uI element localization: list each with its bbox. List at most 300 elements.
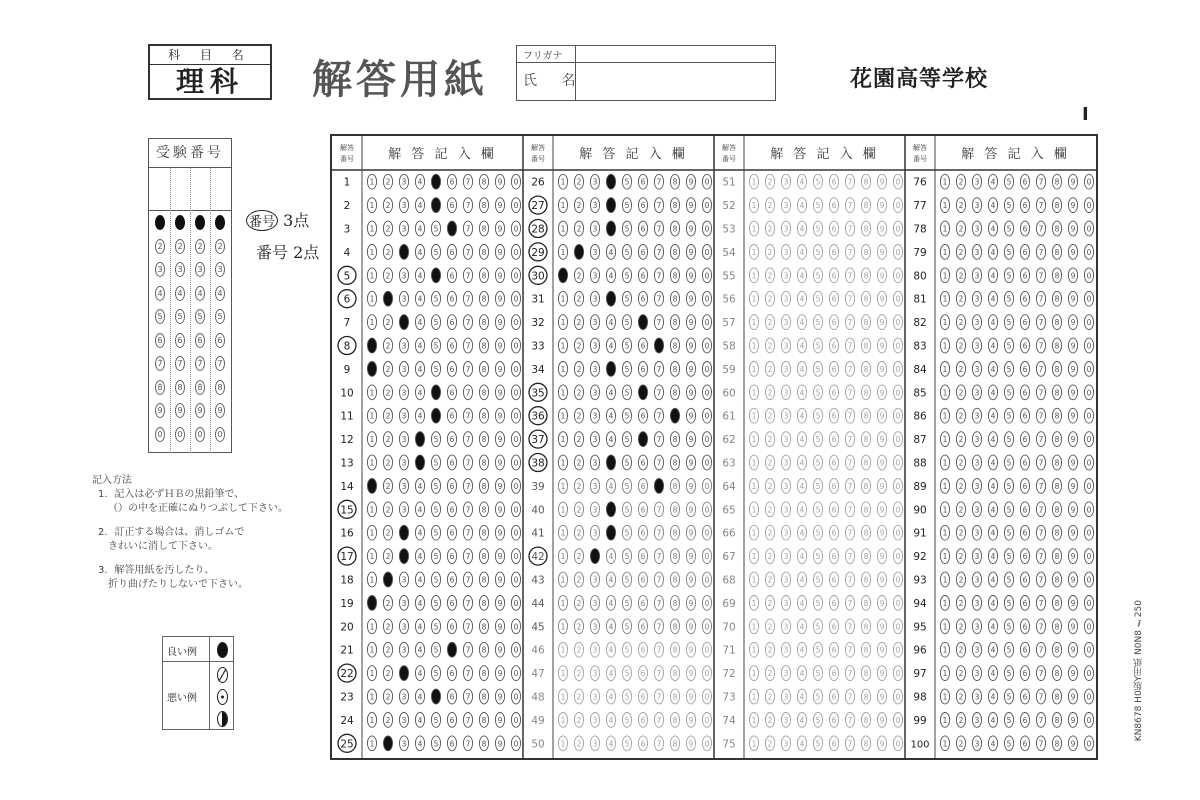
- answer-bubble-digit: 8: [1054, 271, 1060, 281]
- exam-digit-bubble[interactable]: 0: [155, 427, 165, 442]
- answer-bubble-digit: 5: [433, 528, 439, 538]
- answer-bubble[interactable]: [590, 549, 599, 564]
- answer-bubble-digit: 9: [879, 247, 885, 257]
- answer-bubble-digit: 2: [385, 669, 391, 679]
- answer-bubble-digit: 0: [895, 505, 901, 515]
- answer-bubble-digit: 4: [417, 715, 423, 725]
- answer-bubble-digit: 3: [974, 669, 980, 679]
- answer-bubble[interactable]: [638, 432, 647, 447]
- question-number: 8: [343, 340, 351, 353]
- answer-bubble-digit: 9: [688, 739, 694, 749]
- answer-bubble-digit: 2: [385, 364, 391, 374]
- answer-bubble-digit: 4: [799, 715, 805, 725]
- answer-bubble-digit: 0: [1086, 364, 1092, 374]
- answer-bubble-digit: 1: [751, 645, 757, 655]
- answer-bubble-digit: 2: [576, 622, 582, 632]
- answer-bubble-digit: 6: [1022, 224, 1028, 234]
- answer-bubble-digit: 0: [513, 739, 519, 749]
- answer-bubble-digit: 7: [465, 271, 471, 281]
- answer-bubble-digit: 3: [592, 481, 598, 491]
- subject-value: 理科: [175, 65, 244, 98]
- question-number: 23: [340, 691, 354, 704]
- answer-bubble[interactable]: [638, 315, 647, 330]
- answer-bubble-digit: 2: [576, 177, 582, 187]
- answer-bubble[interactable]: [606, 502, 615, 517]
- answer-bubble-digit: 1: [751, 318, 757, 328]
- answer-bubble-digit: 7: [1038, 294, 1044, 304]
- answer-bubble-digit: 2: [958, 481, 964, 491]
- answer-bubble-digit: 6: [831, 598, 837, 608]
- answer-bubble[interactable]: [606, 221, 615, 236]
- answer-bubble[interactable]: [431, 174, 440, 189]
- answer-bubble-digit: 9: [497, 622, 503, 632]
- answer-bubble-digit: 5: [1006, 552, 1012, 562]
- answer-bubble[interactable]: [399, 315, 408, 330]
- answer-bubble-digit: 7: [1038, 622, 1044, 632]
- exam-digit-bubble[interactable]: 7: [175, 356, 185, 371]
- answer-bubble-digit: 3: [783, 435, 789, 445]
- answer-bubble-digit: 4: [990, 201, 996, 211]
- answer-bubble-digit: 2: [385, 341, 391, 351]
- answer-bubble-digit: 2: [576, 481, 582, 491]
- answer-bubble-digit: 7: [1038, 201, 1044, 211]
- answer-bubble-digit: 9: [497, 505, 503, 515]
- answer-bubble-digit: 3: [783, 411, 789, 421]
- exam-digit-bubble[interactable]: 8: [215, 380, 225, 395]
- answer-bubble-digit: 1: [751, 177, 757, 187]
- answer-bubble[interactable]: [606, 291, 615, 306]
- answer-bubble-digit: 6: [831, 739, 837, 749]
- question-number: 96: [913, 644, 927, 657]
- answer-bubble[interactable]: [447, 642, 456, 657]
- exam-digit-bubble[interactable]: 1: [195, 215, 205, 230]
- question-number: 70: [722, 621, 736, 634]
- answer-bubble-digit: 0: [895, 575, 901, 585]
- answer-bubble-digit: 6: [1022, 458, 1028, 468]
- exam-digit-bubble[interactable]: 2: [155, 239, 165, 254]
- answer-bubble-digit: 1: [942, 271, 948, 281]
- answer-bubble-digit: 8: [863, 715, 869, 725]
- answer-bubble-digit: 7: [656, 575, 662, 585]
- exam-digit-bubble[interactable]: 4: [215, 286, 225, 301]
- answer-bubble-digit: 8: [481, 552, 487, 562]
- exam-digit-bubble[interactable]: 5: [195, 309, 205, 324]
- question-number: 58: [722, 340, 736, 353]
- answer-bubble[interactable]: [399, 245, 408, 260]
- answer-bubble-digit: 9: [497, 528, 503, 538]
- answer-bubble-digit: 9: [879, 692, 885, 702]
- exam-digit-bubble[interactable]: 7: [215, 356, 225, 371]
- answer-bubble-digit: 3: [401, 341, 407, 351]
- answer-bubble-digit: 5: [624, 364, 630, 374]
- exam-column-divider: [190, 168, 192, 453]
- answer-bubble-digit: 1: [369, 435, 375, 445]
- exam-digit-bubble[interactable]: 8: [155, 380, 165, 395]
- answer-bubble-digit: 4: [990, 458, 996, 468]
- answer-bubble[interactable]: [431, 268, 440, 283]
- answer-bubble-digit: 1: [942, 458, 948, 468]
- exam-digit-bubble[interactable]: 5: [175, 309, 185, 324]
- answer-bubble-digit: 5: [624, 552, 630, 562]
- answer-bubble-digit: 1: [942, 669, 948, 679]
- answer-bubble-digit: 4: [799, 739, 805, 749]
- answer-bubble-digit: 5: [1006, 622, 1012, 632]
- answer-bubble[interactable]: [367, 338, 376, 353]
- question-number: 35: [531, 387, 545, 400]
- answer-bubble[interactable]: [654, 479, 663, 494]
- answer-bubble-digit: 0: [1086, 598, 1092, 608]
- answer-bubble-digit: 0: [704, 669, 710, 679]
- answer-bubble-digit: 3: [783, 388, 789, 398]
- answer-bubble-digit: 0: [1086, 669, 1092, 679]
- answer-bubble[interactable]: [606, 174, 615, 189]
- answer-bubble-digit: 4: [799, 552, 805, 562]
- answer-bubble-digit: 4: [608, 247, 614, 257]
- answer-bubble-digit: 3: [592, 247, 598, 257]
- answer-bubble[interactable]: [606, 455, 615, 470]
- answer-bubble[interactable]: [415, 455, 424, 470]
- answer-bubble-digit: 0: [895, 458, 901, 468]
- answer-bubble-digit: 8: [481, 271, 487, 281]
- answer-bubble-digit: 8: [863, 575, 869, 585]
- exam-digit-bubble[interactable]: 4: [175, 286, 185, 301]
- answer-bubble-digit: 1: [751, 341, 757, 351]
- answer-bubble-digit: 0: [895, 294, 901, 304]
- answer-bubble-digit: 4: [608, 435, 614, 445]
- answer-bubble[interactable]: [399, 549, 408, 564]
- answer-bubble-digit: 6: [831, 622, 837, 632]
- side-print-code: KN8678 H0版Y用紙 N0N8 ℓ250: [1134, 600, 1144, 742]
- exam-digit-bubble[interactable]: 9: [175, 403, 185, 418]
- answer-bubble-digit: 1: [751, 364, 757, 374]
- answer-bubble-digit: 6: [831, 481, 837, 491]
- answer-bubble-digit: 3: [974, 575, 980, 585]
- answer-bubble-digit: 3: [974, 692, 980, 702]
- answer-bubble-digit: 0: [513, 575, 519, 585]
- answer-bubble-digit: 4: [417, 224, 423, 234]
- question-number: 10: [340, 387, 354, 400]
- answer-bubble-digit: 1: [560, 715, 566, 725]
- answer-bubble-digit: 0: [704, 364, 710, 374]
- exam-digit-bubble[interactable]: 4: [155, 286, 165, 301]
- answer-bubble-digit: 1: [751, 294, 757, 304]
- answer-bubble-digit: 7: [656, 224, 662, 234]
- answer-bubble-digit: 2: [385, 528, 391, 538]
- answer-bubble-digit: 6: [831, 247, 837, 257]
- answer-bubble-digit: 1: [560, 341, 566, 351]
- answer-bubble[interactable]: [606, 525, 615, 540]
- question-number: 43: [531, 574, 545, 587]
- answer-bubble-digit: 0: [1086, 739, 1092, 749]
- answer-bubble[interactable]: [431, 385, 440, 400]
- answer-bubble-digit: 4: [608, 739, 614, 749]
- answer-bubble-digit: 3: [783, 598, 789, 608]
- answer-bubble-digit: 6: [831, 201, 837, 211]
- answer-bubble-digit: 8: [863, 645, 869, 655]
- answer-bubble-digit: 6: [1022, 271, 1028, 281]
- answer-bubble-digit: 3: [783, 739, 789, 749]
- answer-bubble-digit: 3: [401, 598, 407, 608]
- instruction-line: 1．記入は必ずＨＢの黒鉛筆で、: [98, 489, 245, 500]
- answer-bubble-digit: 2: [767, 388, 773, 398]
- answer-bubble-digit: 2: [958, 224, 964, 234]
- answer-bubble-digit: 3: [401, 481, 407, 491]
- answer-bubble-digit: 8: [863, 388, 869, 398]
- answer-bubble-digit: 8: [863, 294, 869, 304]
- answer-bubble-digit: 7: [1038, 505, 1044, 515]
- exam-digit-bubble[interactable]: 5: [155, 309, 165, 324]
- answer-bubble-digit: 8: [481, 505, 487, 515]
- exam-digit-bubble[interactable]: 4: [195, 286, 205, 301]
- answer-bubble-digit: 8: [481, 294, 487, 304]
- answer-bubble-digit: 5: [624, 575, 630, 585]
- answer-bubble-digit: 3: [401, 575, 407, 585]
- answer-bubble-digit: 6: [449, 411, 455, 421]
- answer-bubble-digit: 7: [847, 294, 853, 304]
- answer-bubble-digit: 0: [895, 388, 901, 398]
- answer-bubble-digit: 9: [497, 177, 503, 187]
- exam-digit-bubble[interactable]: 6: [155, 333, 165, 348]
- answer-bubble-digit: 4: [608, 622, 614, 632]
- exam-digit-bubble[interactable]: 1: [155, 215, 165, 230]
- question-number: 87: [913, 434, 927, 447]
- answer-bubble-digit: 0: [1086, 552, 1092, 562]
- answer-bubble-digit: 8: [863, 247, 869, 257]
- answer-bubble[interactable]: [558, 268, 567, 283]
- answer-bubble[interactable]: [574, 245, 583, 260]
- answer-bubble-digit: 8: [863, 201, 869, 211]
- answer-bubble-digit: 7: [465, 247, 471, 257]
- answer-bubble-digit: 6: [1022, 411, 1028, 421]
- exam-digit-bubble[interactable]: 8: [175, 380, 185, 395]
- question-number: 88: [913, 457, 927, 470]
- answer-bubble[interactable]: [431, 689, 440, 704]
- exam-digit-bubble[interactable]: 6: [175, 333, 185, 348]
- answer-bubble-digit: 8: [1054, 505, 1060, 515]
- answer-bubble-digit: 3: [592, 224, 598, 234]
- answer-bubble-digit: 7: [1038, 364, 1044, 374]
- answer-bubble-digit: 5: [433, 645, 439, 655]
- answer-bubble-digit: 0: [513, 177, 519, 187]
- answer-bubble[interactable]: [367, 362, 376, 377]
- answer-bubble-digit: 2: [385, 201, 391, 211]
- answer-bubble-digit: 2: [385, 622, 391, 632]
- answer-bubble[interactable]: [606, 198, 615, 213]
- question-number: 28: [531, 223, 545, 236]
- answer-bubble-digit: 0: [704, 481, 710, 491]
- answer-bubble-digit: 0: [513, 201, 519, 211]
- answer-bubble-digit: 7: [847, 715, 853, 725]
- answer-bubble-digit: 7: [465, 411, 471, 421]
- answer-bubble-digit: 3: [974, 388, 980, 398]
- answer-bubble-digit: 1: [942, 247, 948, 257]
- answer-bubble[interactable]: [447, 221, 456, 236]
- exam-digit-bubble[interactable]: 6: [215, 333, 225, 348]
- answer-bubble-digit: 8: [1054, 692, 1060, 702]
- answer-bubble[interactable]: [383, 736, 392, 751]
- answer-bubble-digit: 4: [608, 692, 614, 702]
- answer-bubble-digit: 8: [1054, 294, 1060, 304]
- question-number: 48: [531, 691, 545, 704]
- answer-bubble-digit: 8: [863, 435, 869, 445]
- exam-digit-bubble[interactable]: 1: [175, 215, 185, 230]
- answer-bubble-digit: 6: [449, 669, 455, 679]
- answer-bubble-digit: 2: [958, 598, 964, 608]
- answer-bubble-digit: 4: [608, 598, 614, 608]
- question-number: 62: [722, 434, 736, 447]
- answer-bubble-digit: 5: [624, 388, 630, 398]
- answer-bubble-digit: 0: [1086, 622, 1092, 632]
- page-mark: I: [1082, 104, 1089, 125]
- answer-bubble-digit: 1: [369, 224, 375, 234]
- answer-bubble-digit: 0: [704, 622, 710, 632]
- answer-bubble-digit: 9: [879, 318, 885, 328]
- exam-digit-bubble[interactable]: 5: [215, 309, 225, 324]
- answer-bubble-digit: 4: [990, 481, 996, 491]
- answer-bubble-digit: 6: [831, 669, 837, 679]
- answer-bubble-digit: 2: [958, 247, 964, 257]
- answer-bubble-digit: 9: [688, 411, 694, 421]
- exam-digit-bubble[interactable]: 9: [155, 403, 165, 418]
- answer-bubble-digit: 0: [704, 435, 710, 445]
- answer-bubble-digit: 5: [624, 715, 630, 725]
- answer-bubble-digit: 3: [783, 552, 789, 562]
- instruction-line: （）の中を正確にぬりつぶして下さい。: [108, 503, 288, 514]
- answer-bubble-digit: 8: [1054, 341, 1060, 351]
- answer-bubble-digit: 6: [1022, 715, 1028, 725]
- answer-bubble[interactable]: [638, 385, 647, 400]
- exam-digit-bubble[interactable]: 8: [195, 380, 205, 395]
- answer-bubble-digit: 4: [990, 364, 996, 374]
- answer-bubble[interactable]: [399, 666, 408, 681]
- question-number: 42: [531, 551, 545, 564]
- exam-digit-bubble[interactable]: 2: [175, 239, 185, 254]
- answer-bubble-digit: 5: [624, 201, 630, 211]
- answer-bubble-digit: 9: [1070, 177, 1076, 187]
- question-number: 55: [722, 270, 736, 283]
- answer-bubble-digit: 9: [1070, 364, 1076, 374]
- answer-bubble-digit: 2: [385, 388, 391, 398]
- answer-bubble-digit: 5: [1006, 364, 1012, 374]
- exam-digit-bubble[interactable]: 0: [195, 427, 205, 442]
- name-box: [516, 45, 776, 101]
- answer-bubble-digit: 4: [608, 388, 614, 398]
- answer-bubble-digit: 9: [688, 458, 694, 468]
- answer-bubble[interactable]: [367, 596, 376, 611]
- answer-bubble-digit: 1: [560, 294, 566, 304]
- answer-bubble[interactable]: [431, 408, 440, 423]
- answer-bubble[interactable]: [383, 572, 392, 587]
- answer-bubble-digit: 6: [1022, 669, 1028, 679]
- exam-digit-bubble[interactable]: 9: [195, 403, 205, 418]
- answer-bubble[interactable]: [399, 525, 408, 540]
- answer-bubble-digit: 8: [672, 318, 678, 328]
- answer-bubble-digit: 8: [863, 505, 869, 515]
- answer-bubble[interactable]: [431, 198, 440, 213]
- answer-bubble-digit: 6: [449, 271, 455, 281]
- answer-bubble-digit: 6: [449, 575, 455, 585]
- answer-bubble-digit: 6: [831, 341, 837, 351]
- answer-bubble-digit: 2: [767, 435, 773, 445]
- exam-digit-bubble[interactable]: 0: [215, 427, 225, 442]
- answer-bubble[interactable]: [606, 362, 615, 377]
- answer-bubble[interactable]: [415, 432, 424, 447]
- exam-digit-bubble[interactable]: 2: [195, 239, 205, 254]
- answer-bubble-digit: 0: [1086, 318, 1092, 328]
- answer-bubble-digit: 0: [895, 435, 901, 445]
- answer-bubble-digit: 1: [942, 692, 948, 702]
- answer-bubble-digit: 4: [417, 481, 423, 491]
- question-number: 75: [722, 738, 736, 751]
- answer-bubble-digit: 0: [704, 692, 710, 702]
- exam-digit-bubble[interactable]: 3: [175, 262, 185, 277]
- answer-bubble[interactable]: [383, 291, 392, 306]
- answer-bubble-digit: 1: [942, 505, 948, 515]
- exam-digit-bubble[interactable]: 7: [195, 356, 205, 371]
- answer-bubble-digit: 5: [433, 341, 439, 351]
- answer-bubble-digit: 6: [1022, 177, 1028, 187]
- answer-bubble-digit: 5: [433, 318, 439, 328]
- answer-bubble-digit: 0: [1086, 294, 1092, 304]
- answer-bubble-digit: 7: [1038, 458, 1044, 468]
- dotted-bubble-icon: [217, 689, 228, 705]
- answer-bubble-digit: 2: [385, 598, 391, 608]
- answer-bubble-digit: 2: [958, 435, 964, 445]
- question-number: 61: [722, 410, 736, 423]
- exam-digit-bubble[interactable]: 3: [155, 262, 165, 277]
- exam-digit-bubble[interactable]: 1: [215, 215, 225, 230]
- answer-bubble[interactable]: [367, 479, 376, 494]
- answer-bubble-digit: 2: [576, 458, 582, 468]
- answer-bubble-digit: 5: [815, 364, 821, 374]
- exam-digit-bubble[interactable]: 0: [175, 427, 185, 442]
- answer-bubble-digit: 2: [385, 177, 391, 187]
- answer-bubble-digit: 4: [417, 575, 423, 585]
- answer-bubble-digit: 8: [863, 177, 869, 187]
- answer-bubble-digit: 4: [799, 458, 805, 468]
- answer-bubble-digit: 2: [385, 692, 391, 702]
- question-number: 49: [531, 714, 545, 727]
- answer-bubble-digit: 7: [1038, 224, 1044, 234]
- answer-bubble-digit: 6: [831, 505, 837, 515]
- answer-bubble-digit: 7: [1038, 739, 1044, 749]
- exam-digit-bubble[interactable]: 3: [195, 262, 205, 277]
- answer-bubble-digit: 9: [1070, 201, 1076, 211]
- answer-bubble-digit: 6: [640, 481, 646, 491]
- answer-bubble-digit: 2: [385, 435, 391, 445]
- question-number: 2: [343, 200, 351, 213]
- exam-digit-bubble[interactable]: 6: [195, 333, 205, 348]
- exam-digit-bubble[interactable]: 2: [215, 239, 225, 254]
- answer-bubble-digit: 1: [369, 177, 375, 187]
- exam-digit-bubble[interactable]: 9: [215, 403, 225, 418]
- answer-bubble-digit: 8: [1054, 177, 1060, 187]
- answer-bubble-digit: 9: [879, 435, 885, 445]
- answer-bubble[interactable]: [670, 408, 679, 423]
- answer-bubble-digit: 1: [751, 411, 757, 421]
- question-number: 85: [913, 387, 927, 400]
- question-number: 26: [531, 176, 545, 189]
- answer-bubble-digit: 4: [417, 341, 423, 351]
- answer-bubble-digit: 9: [497, 598, 503, 608]
- answer-bubble-digit: 7: [1038, 598, 1044, 608]
- answer-bubble-digit: 9: [879, 622, 885, 632]
- exam-digit-bubble[interactable]: 3: [215, 262, 225, 277]
- answer-bubble-digit: 8: [481, 669, 487, 679]
- exam-digit-bubble[interactable]: 7: [155, 356, 165, 371]
- answer-bubble-digit: 7: [847, 528, 853, 538]
- answer-bubble[interactable]: [654, 338, 663, 353]
